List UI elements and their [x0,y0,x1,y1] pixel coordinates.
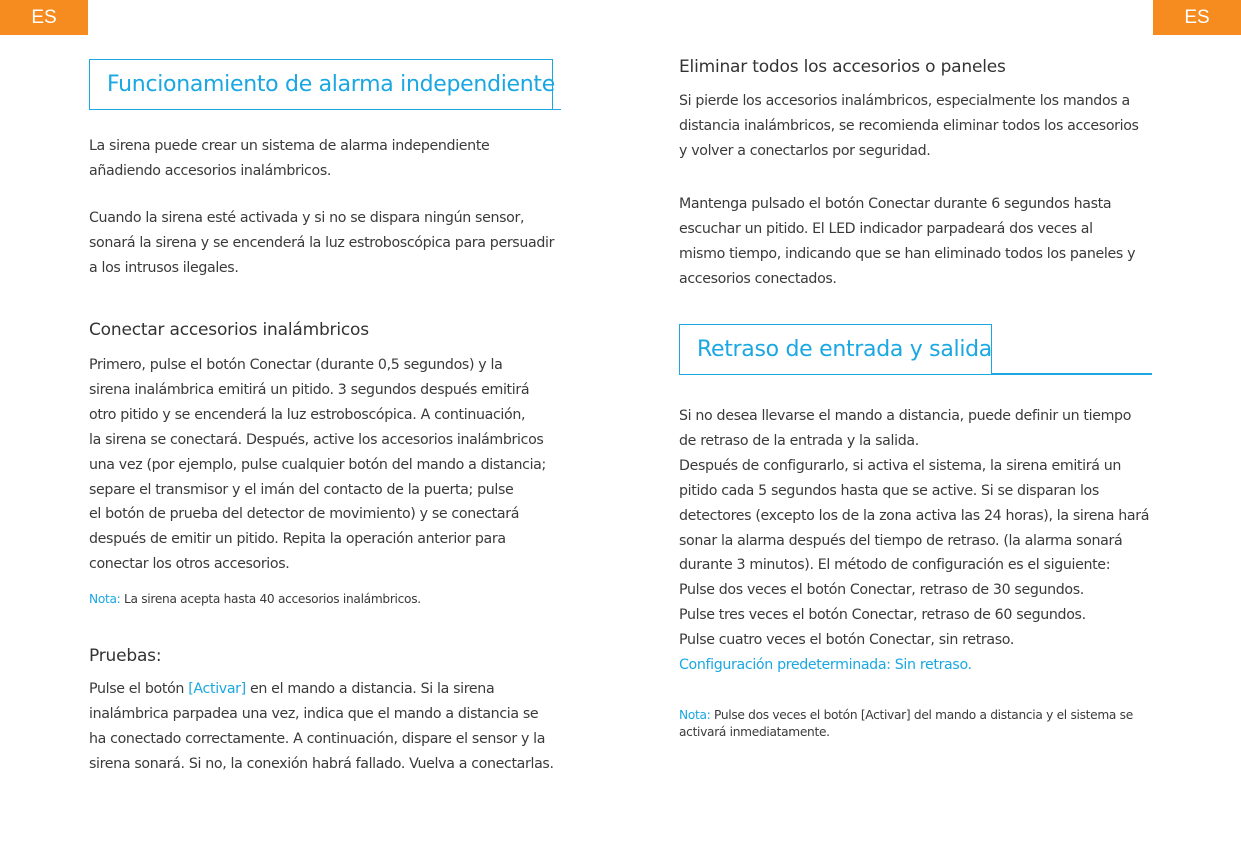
text-segment: Pulse tres veces el botón Conectar, retraso de 60 segundos. [679,607,1086,624]
text-line [679,429,1149,454]
section-title-entry-exit-delay [679,324,992,375]
connect-paragraph [89,353,546,577]
text-segment: La sirena puede crear un sistema de alarma independiente [89,138,490,154]
note-text: activará inmediatamente. [679,725,830,739]
note-label: Nota: [89,592,121,606]
text-line [89,527,546,552]
text-segment: el botón de prueba del detector de movimiento) y se conectará [89,506,520,523]
text-segment: conectar los otros accesorios. [89,556,290,573]
text-line [89,134,489,159]
connect-accessories-heading: Conectar accesorios inalámbricos [89,320,369,340]
text-segment: distancia inalámbricos, se recomienda eliminar todos los accesorios [679,117,1139,134]
text-line [679,479,1149,504]
text-segment: a los intrusos ilegales. [89,259,239,276]
language-tab-right: ES [1153,0,1241,35]
text-segment: sirena sonará. Si no, la conexión habrá fallado. Vuelva a conectarlas. [89,755,554,772]
text-line [89,403,546,428]
text-segment: Cuando la sirena esté activada y si no se dispara ningún sensor, [89,210,525,226]
text-line [679,454,1149,479]
text-line [89,677,554,702]
section-title-text: Retraso de entrada y salida [697,337,992,362]
text-line [89,206,554,231]
section-title-standalone-alarm [89,59,553,110]
activated-paragraph [89,206,554,281]
activate-note [679,707,1133,741]
text-segment: separe el transmisor y el imán del contacto de la puerta; pulse [89,481,514,498]
text-segment: y volver a conectarlos por seguridad. [679,142,931,159]
text-line [679,653,1149,678]
text-segment: otro pitido y se encenderá la luz estroboscópica. A continuación, [89,406,526,423]
text-segment: sonará la sirena y se encenderá la luz estroboscópica para persuadir [89,234,555,251]
delay-paragraph [679,404,1149,678]
text-line [679,89,1139,114]
text-line [89,353,546,378]
text-segment: sonar la alarma después del tiempo de retraso. (la alarma sonará [679,532,1123,549]
text-segment: pitido cada 5 segundos hasta que se active. Si se disparan los [679,482,1099,499]
remove-paragraph-2 [679,192,1135,292]
text-segment: accesorios conectados. [679,270,837,287]
title-underline [992,373,1152,375]
text-line [679,139,1139,164]
text-line [679,504,1149,529]
text-segment: Pulse dos veces el botón Conectar, retraso de 30 segundos. [679,582,1084,599]
text-line [679,628,1149,653]
text-segment: detectores (excepto los de la zona activa las 24 horas), la sirena hará [679,507,1150,524]
text-segment: añadiendo accesorios inalámbricos. [89,162,332,179]
text-line [89,256,554,281]
text-segment: Pulse el botón [89,681,189,697]
text-line [679,578,1149,603]
text-segment: en el mando a distancia. Si la sirena [245,681,495,697]
intro-paragraph [89,134,489,184]
text-line [679,114,1139,139]
text-segment: Primero, pulse el botón Conectar (durante 0,5 segundos) y la [89,357,503,373]
text-segment: escuchar un pitido. El LED indicador parpadeará dos veces al [679,220,1093,237]
text-segment: ha conectado correctamente. A continuación, dispare el sensor y la [89,730,546,747]
text-segment: Mantenga pulsado el botón Conectar durante 6 segundos hasta [679,196,1112,212]
text-line [89,552,546,577]
note-text: La sirena acepta hasta 40 accesorios inalámbricos. [120,592,421,606]
text-line [89,727,554,752]
text-line [679,267,1135,292]
highlighted-text: Configuración predeterminada: Sin retraso. [679,657,972,674]
text-segment: la sirena se conectará. Después, active los accesorios inalámbricos [89,431,544,448]
tests-heading: Pruebas: [89,646,162,666]
text-line [679,603,1149,628]
text-segment: sirena inalámbrica emitirá un pitido. 3 segundos después emitirá [89,381,530,398]
text-line [89,159,489,184]
text-line [679,192,1135,217]
text-line [89,478,546,503]
text-line [679,404,1149,429]
language-tab-left: ES [0,0,88,35]
text-segment: Si pierde los accesorios inalámbricos, especialmente los mandos a [679,93,1130,109]
text-line [679,553,1149,578]
text-line [89,752,554,777]
text-line [679,242,1135,267]
text-segment: inalámbrica parpadea una vez, indica que el mando a distancia se [89,705,539,722]
text-line [679,217,1135,242]
title-underline [553,109,561,110]
text-line [89,231,554,256]
text-line [89,502,546,527]
text-segment: de retraso de la entrada y la salida. [679,432,919,449]
text-segment: después de emitir un pitido. Repita la operación anterior para [89,531,506,548]
text-segment: mismo tiempo, indicando que se han eliminado todos los paneles y [679,245,1136,262]
remove-paragraph-1 [679,89,1139,164]
text-line [89,702,554,727]
text-segment: una vez (por ejemplo, pulse cualquier botón del mando a distancia; [89,456,546,473]
highlighted-text: [Activar] [188,681,246,697]
text-line [679,529,1149,554]
text-segment: Después de configurarlo, si activa el sistema, la sirena emitirá un [679,457,1121,474]
tests-paragraph [89,677,554,777]
capacity-note [89,591,421,608]
remove-accessories-heading: Eliminar todos los accesorios o paneles [679,57,1006,77]
text-line [89,378,546,403]
note-text: Pulse dos veces el botón [Activar] del mando a distancia y el sistema se [710,708,1133,722]
text-line [89,453,546,478]
text-segment: Pulse cuatro veces el botón Conectar, sin retraso. [679,632,1015,649]
text-segment: Si no desea llevarse el mando a distancia, puede definir un tiempo [679,408,1132,424]
note-label: Nota: [679,708,711,722]
text-segment: durante 3 minutos). El método de configuración es el siguiente: [679,557,1111,574]
text-line [89,428,546,453]
section-title-text: Funcionamiento de alarma independiente [107,72,555,97]
